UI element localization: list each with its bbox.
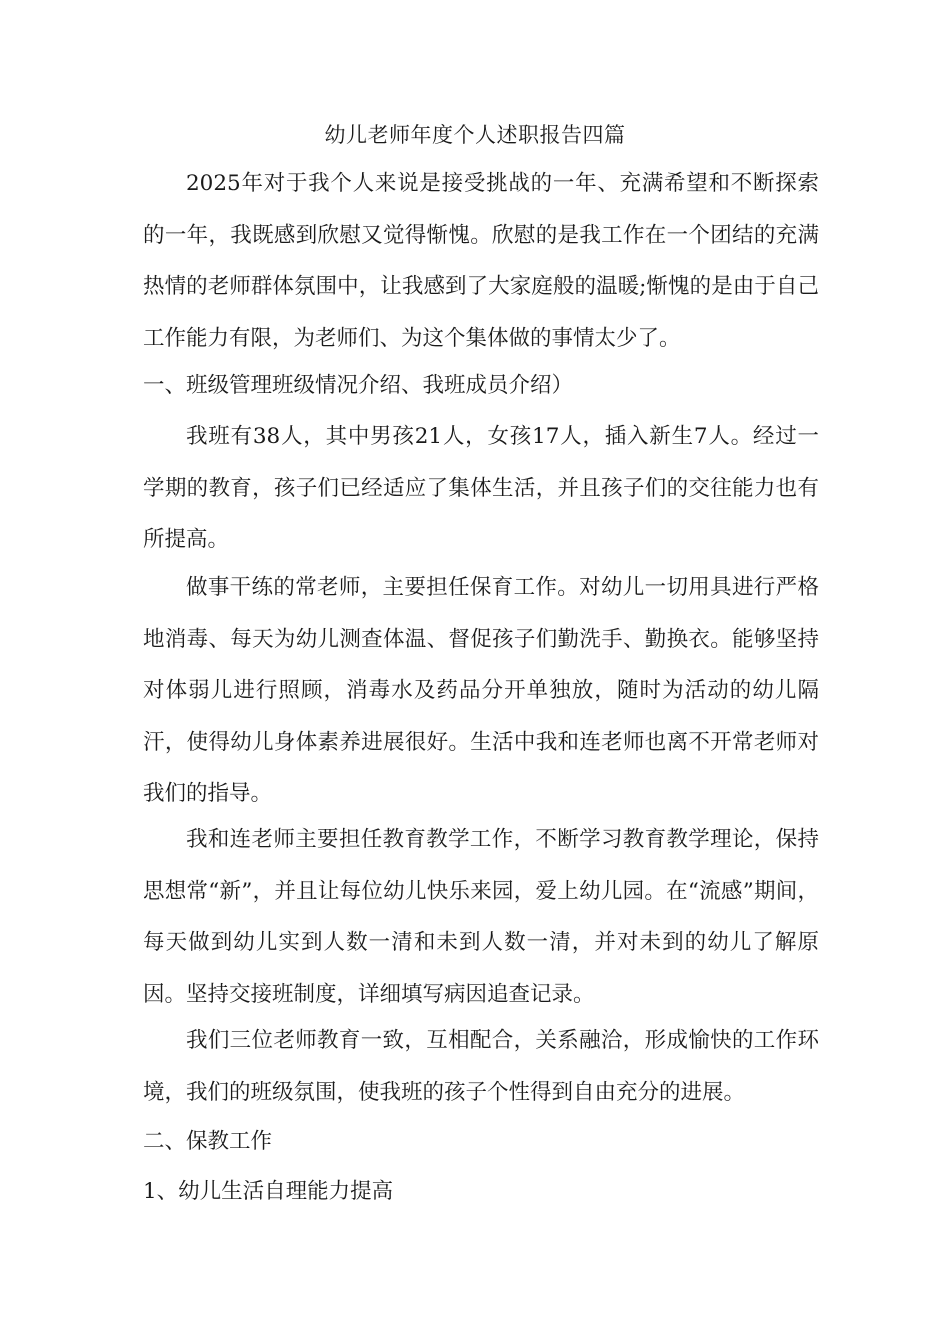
section-heading-class-management: 一、班级管理班级情况介绍、我班成员介绍） [143, 373, 574, 398]
paragraph-teaching-work: 我和连老师主要担任教育教学工作，不断学习教育教学理论，保持思想常“新”，并且让每位幼儿快乐来园，爱上幼儿园。在“流感”期间，每天做到幼儿实到人数一清和未到人数一清，并对未到的幼儿了解原因。坚持交接班制度，详细填写病因追查记录。 [143, 827, 819, 1007]
subheading-self-care: 1、幼儿生活自理能力提高 [143, 1179, 394, 1204]
paragraph-class-members: 我班有38人，其中男孩21人，女孩17人，插入新生7人。经过一学期的教育，孩子们已经适应了集体生活，并且孩子们的交往能力也有所提高。 [143, 424, 819, 552]
document-title: 幼儿老师年度个人述职报告四篇 [324, 123, 626, 147]
paragraph-care-teacher: 做事干练的常老师，主要担任保育工作。对幼儿一切用具进行严格地消毒、每天为幼儿测查体温、督促孩子们勤洗手、勤换衣。能够坚持对体弱儿进行照顾，消毒水及药品分开单独放，随时为活动的幼儿隔汗，使得幼儿身体素养进展很好。生活中我和连老师也离不开常老师对我们的指导。 [143, 575, 819, 806]
section-heading-care-education: 二、保教工作 [143, 1129, 273, 1154]
paragraph-teamwork: 我们三位老师教育一致，互相配合，关系融洽，形成愉快的工作环境，我们的班级氛围，使我班的孩子个性得到自由充分的进展。 [143, 1028, 819, 1105]
paragraph-intro: 2025年对于我个人来说是接受挑战的一年、充满希望和不断探索的一年，我既感到欣慰又觉得惭愧。欣慰的是我工作在一个团结的充满热情的老师群体氛围中，让我感到了大家庭般的温暖;惭愧的是由于自己工作能力有限，为老师们、为这个集体做的事情太少了。 [143, 171, 819, 351]
